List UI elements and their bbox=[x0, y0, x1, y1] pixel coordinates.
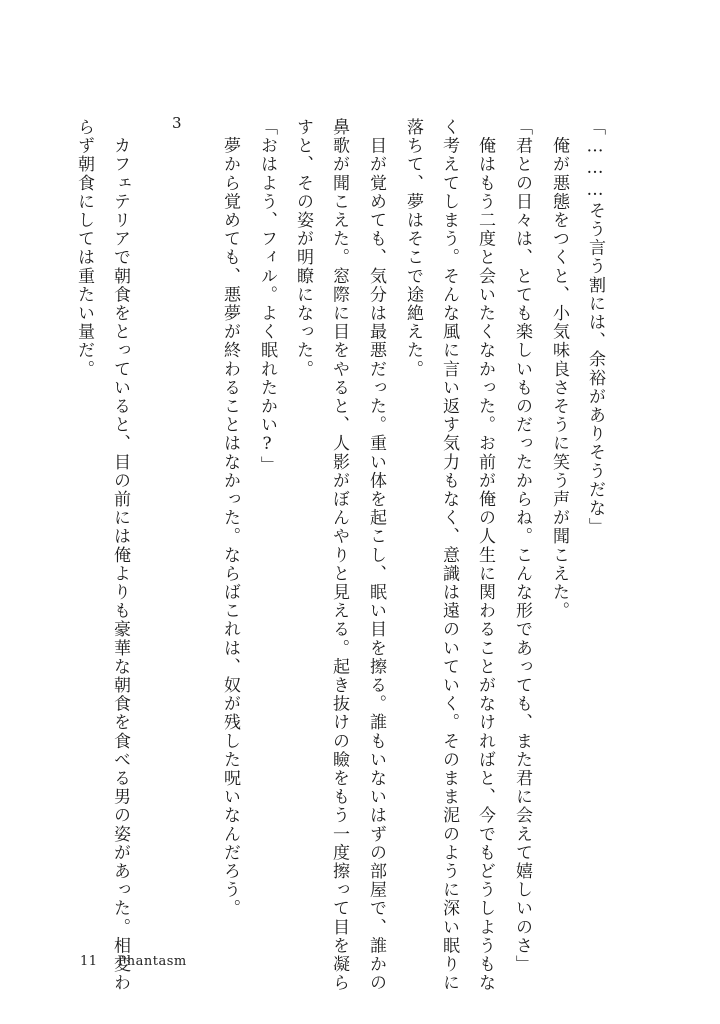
text-line-2: 俺が悪態をつくと、小気味良さそうに笑う声が聞こえた。 bbox=[549, 118, 569, 621]
text-line-3: 「君との日々は、とても楽しいものだったからね。こんな形であっても、また君に会えて嬉しいのさ」 bbox=[512, 118, 532, 974]
page-footer bbox=[80, 954, 187, 969]
book-title: Phantasm bbox=[117, 954, 187, 969]
text-line-1: 「………そう言う割には、余裕がありそうだな」 bbox=[585, 118, 605, 537]
text-line-10: 「おはよう、フィル。よく眠れたかい?」 bbox=[257, 118, 277, 475]
text-line-7: 目が覚めても、気分は最悪だった。重い体を起こし、眠い目を擦る。誰もいないはずの部屋で、誰かの bbox=[366, 118, 386, 993]
text-line-11: 夢から覚めても、悪夢が終わることはなかった。ならばこれは、奴が残した呪いなんだろう。 bbox=[220, 118, 240, 918]
section-number: 3 bbox=[172, 114, 182, 132]
text-line-13: らず朝食にしては重たい量だ。 bbox=[74, 118, 94, 379]
text-line-9: すと、その姿が明瞭になった。 bbox=[293, 118, 313, 379]
text-line-5: く考えてしまう。そんな風に言い返す気力もなく、意識は遠のいていく。そのまま泥のように深い眠りに bbox=[439, 118, 459, 993]
text-line-4: 俺はもう二度と会いたくなかった。お前が俺の人生に関わることがなければと、今でもどうしようもな bbox=[475, 118, 495, 993]
text-line-12: カフェテリアで朝食をとっていると、目の前には俺よりも豪華な朝食を食べる男の姿があった。相変わ bbox=[110, 118, 130, 993]
text-line-8: 鼻歌が聞こえた。窓際に目をやると、人影がぼんやりと見える。起き抜けの瞼をもう一度擦って目を凝ら bbox=[329, 118, 349, 993]
page-number: 11 bbox=[80, 954, 98, 969]
text-line-6: 落ちて、夢はそこで途絶えた。 bbox=[403, 118, 423, 379]
